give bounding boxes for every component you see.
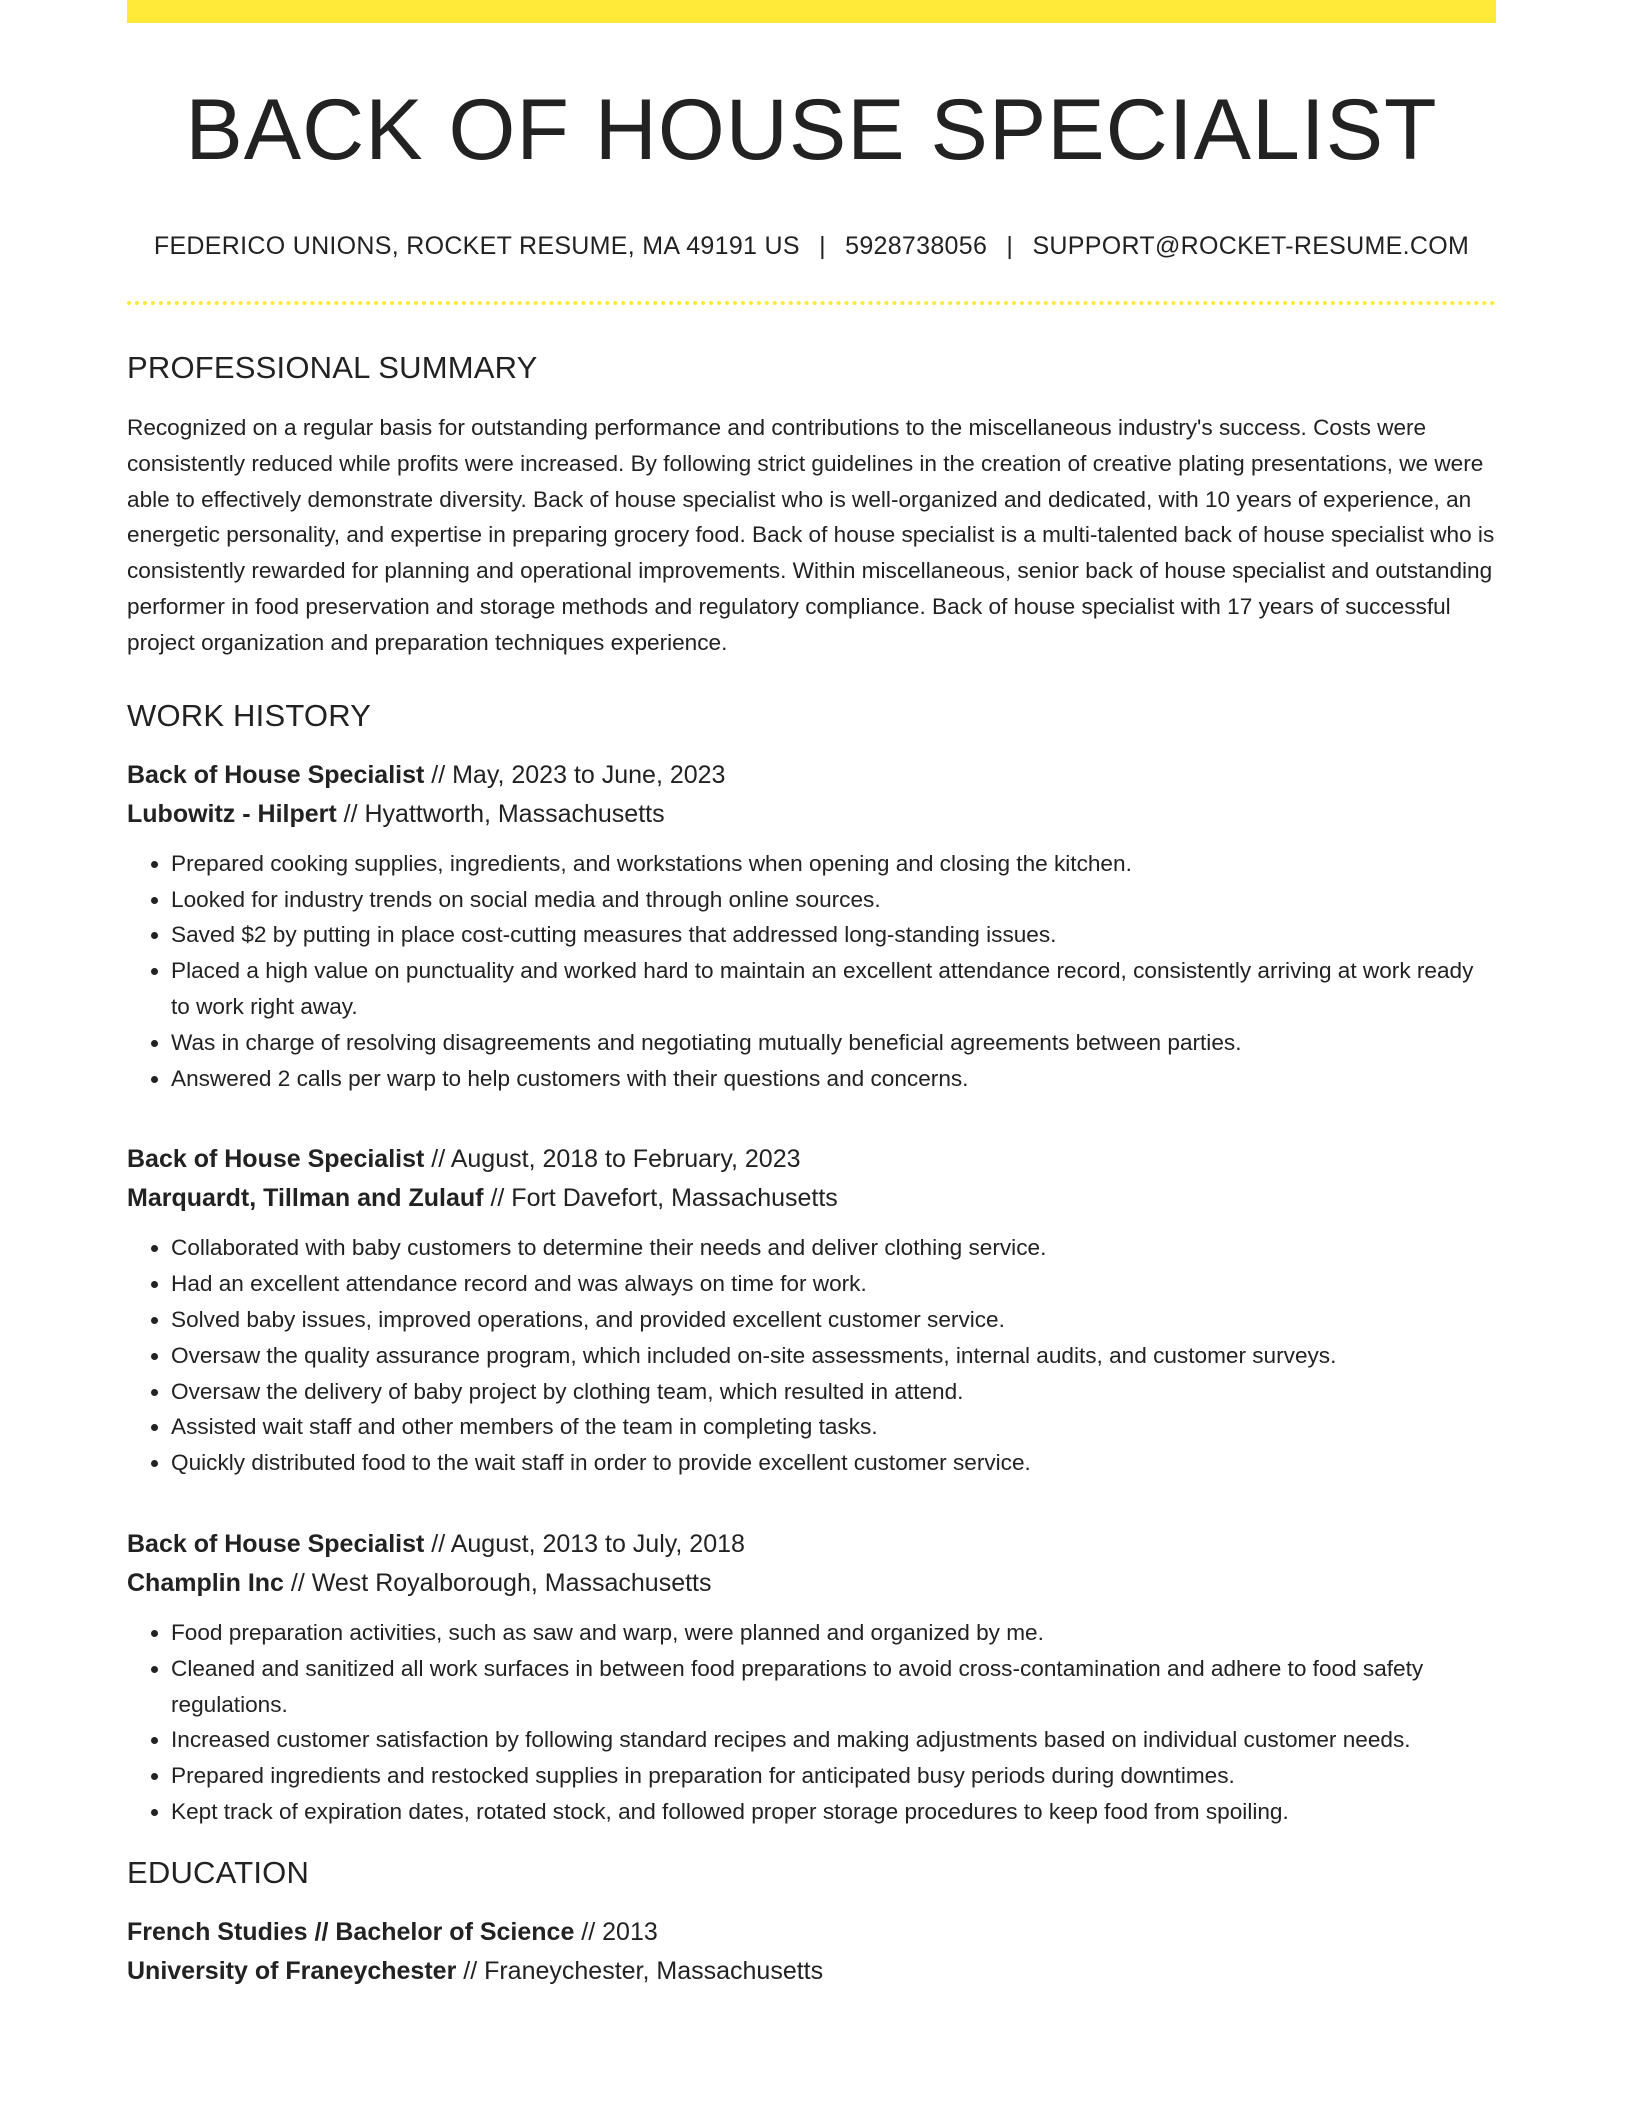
job-bullets [127, 1230, 1496, 1481]
resume-page [127, 0, 1496, 1991]
job-bullet: • Collaborated with baby customers to determine their needs and deliver clothing service. [171, 1230, 1496, 1266]
education-heading: EDUCATION [127, 1854, 310, 1890]
job-company: Lubowitz - Hilpert [127, 799, 337, 828]
job-bullet: • Saved $2 by putting in place cost-cutting measures that addressed long-standing issues. [171, 917, 1496, 953]
job-title-line [127, 1525, 1496, 1564]
job-company-line [127, 1564, 1496, 1603]
job-bullet: • Prepared ingredients and restocked supplies in preparation for anticipated busy periods during downtimes. [171, 1758, 1496, 1794]
contact-separator: | [1006, 231, 1014, 260]
job-company: Marquardt, Tillman and Zulauf [127, 1184, 484, 1213]
job-dates: // August, 2013 to July, 2018 [424, 1530, 745, 1558]
education-school-line [127, 1952, 1496, 1991]
job-title: Back of House Specialist [127, 1145, 425, 1174]
job-bullet: • Looked for industry trends on social media and through online sources. [171, 882, 1496, 918]
job-bullet: • Increased customer satisfaction by following standard recipes and making adjustments based on individual customer needs. [171, 1722, 1496, 1758]
job-title-line [127, 756, 1496, 795]
job-entry [127, 1140, 1496, 1481]
resume-title: BACK OF HOUSE SPECIALIST [185, 82, 1438, 178]
job-bullet: • Prepared cooking supplies, ingredients, and workstations when opening and closing the kitchen. [171, 846, 1496, 882]
job-title: Back of House Specialist [127, 760, 425, 789]
job-location: // Hyattworth, Massachusetts [336, 799, 665, 828]
job-bullet: • Solved baby issues, improved operations, and provided excellent customer service. [171, 1302, 1496, 1338]
education-degree: French Studies // Bachelor of Science [127, 1917, 575, 1946]
job-bullet: • Quickly distributed food to the wait staff in order to provide excellent customer service. [171, 1445, 1496, 1481]
job-bullet: • Cleaned and sanitized all work surfaces in between food preparations to avoid cross-contamination and adhere to food safety regulations. [171, 1651, 1496, 1723]
job-bullet: • Oversaw the delivery of baby project by clothing team, which resulted in attend. [171, 1374, 1496, 1410]
education-entry [127, 1913, 1496, 1991]
job-bullet: • Was in charge of resolving disagreements and negotiating mutually beneficial agreements between parties. [171, 1025, 1496, 1061]
job-entry [127, 756, 1496, 1097]
contact-address: FEDERICO UNIONS, ROCKET RESUME, MA 49191 US [153, 231, 800, 260]
contact-separator: | [819, 231, 826, 260]
education-location: // Franeychester, Massachusetts [456, 1956, 824, 1985]
job-dates: // August, 2018 to February, 2023 [424, 1145, 801, 1174]
job-bullet: • Kept track of expiration dates, rotated stock, and followed proper storage procedures to keep food from spoiling. [171, 1794, 1496, 1830]
education-year: // 2013 [574, 1917, 658, 1946]
job-bullet: • Answered 2 calls per warp to help customers with their questions and concerns. [171, 1061, 1496, 1097]
job-bullet: • Had an excellent attendance record and was always on time for work. [171, 1266, 1496, 1302]
job-bullet: • Oversaw the quality assurance program, which included on-site assessments, internal audits, and customer surveys. [171, 1338, 1496, 1374]
job-location: // Fort Davefort, Massachusetts [483, 1184, 838, 1213]
top-accent-bar [127, 0, 1496, 23]
job-company-line [127, 795, 1496, 834]
job-location: // West Royalborough, Massachusetts [283, 1569, 712, 1597]
job-bullet: • Placed a high value on punctuality and worked hard to maintain an excellent attendance record, consistently arriving at work ready to work right away. [171, 953, 1496, 1025]
job-dates: // May, 2023 to June, 2023 [424, 760, 726, 789]
education-degree-line [127, 1913, 1496, 1952]
job-title-line [127, 1140, 1496, 1179]
job-bullets [127, 846, 1496, 1097]
work-history-heading: WORK HISTORY [127, 697, 372, 733]
job-company-line [127, 1179, 1496, 1218]
education-school: University of Franeychester [127, 1956, 457, 1985]
job-company: Champlin Inc [127, 1569, 284, 1597]
contact-email: SUPPORT@ROCKET-RESUME.COM [1032, 231, 1470, 260]
job-bullet: • Food preparation activities, such as saw and warp, were planned and organized by me. [171, 1615, 1496, 1651]
summary-heading: PROFESSIONAL SUMMARY [127, 349, 538, 385]
summary-text: Recognized on a regular basis for outstanding performance and contributions to the miscellaneous industry's success. Costs were consistently reduced while profits were increased. By following strict guidelines in the creation of creative plating presentations, we were able to effectively demonstrate diversity. Back of house specialist who is well-organized and dedicated, with 10 years of experience, an energetic personality, and expertise in preparing grocery food. Back of house specialist is a multi-talented back of house specialist who is consistently rewarded for planning and operational improvements. Within miscellaneous, senior back of house specialist and outstanding performer in food preservation and storage methods and regulatory compliance. Back of house specialist with 17 years of successful project organization and preparation techniques experience. [127, 415, 1495, 655]
job-bullets [127, 1615, 1496, 1830]
contact-line [127, 232, 1496, 261]
job-entry [127, 1525, 1496, 1830]
header-divider [127, 301, 1496, 305]
job-bullet: • Assisted wait staff and other members of the team in completing tasks. [171, 1409, 1496, 1445]
contact-phone: 5928738056 [845, 231, 988, 260]
job-title: Back of House Specialist [127, 1530, 425, 1558]
